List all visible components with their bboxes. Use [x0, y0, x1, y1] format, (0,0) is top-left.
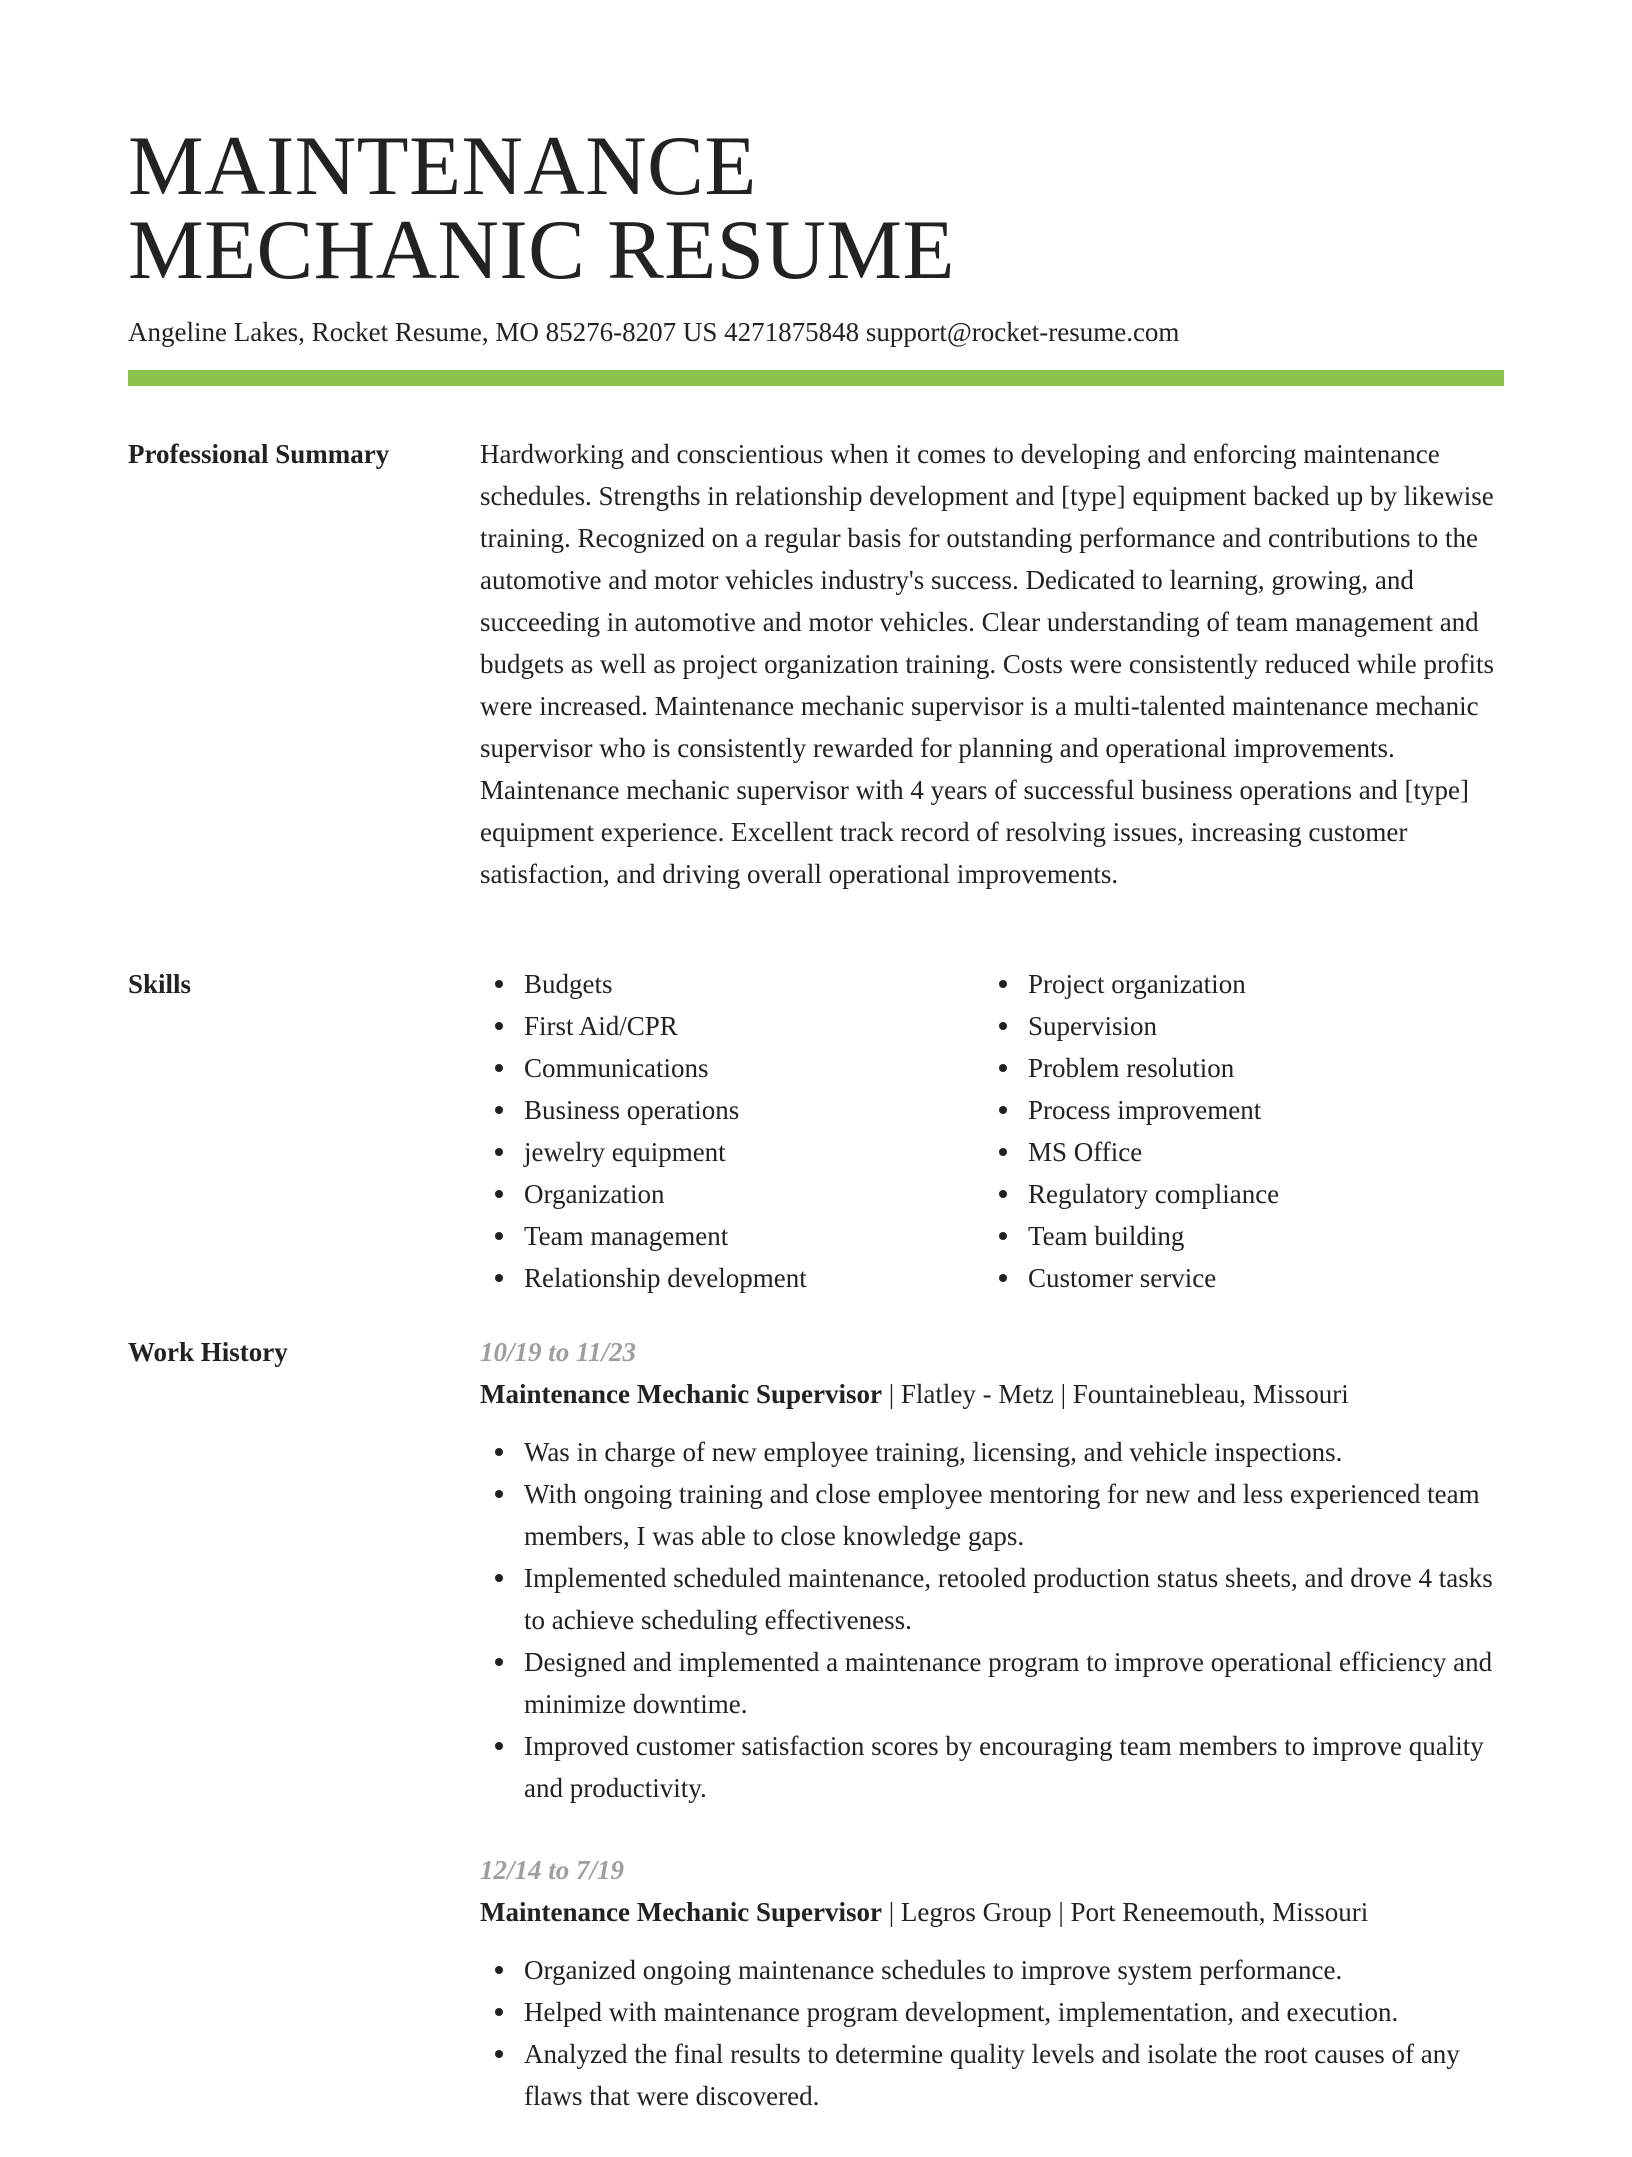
- skill-item: Supervision: [984, 1005, 1488, 1047]
- skill-item: Process improvement: [984, 1089, 1488, 1131]
- accent-divider: [128, 370, 1504, 386]
- summary-body: [480, 433, 1504, 895]
- skills-heading: Skills: [128, 969, 192, 999]
- job-heading: [480, 1891, 1504, 1933]
- skill-item: Team management: [480, 1215, 984, 1257]
- job-company-location: | Flatley - Metz | Fountainebleau, Missouri: [881, 1379, 1349, 1409]
- job-duty: Organized ongoing maintenance schedules to improve system performance.: [480, 1949, 1504, 1991]
- contact-info: Angeline Lakes, Rocket Resume, MO 85276-8207 US 4271875848 support@rocket-resume.com: [128, 317, 1180, 347]
- skill-item: MS Office: [984, 1131, 1488, 1173]
- skill-item: First Aid/CPR: [480, 1005, 984, 1047]
- job-duties: [480, 1949, 1504, 2117]
- skills-list-right: [984, 963, 1488, 1299]
- skill-item: Organization: [480, 1173, 984, 1215]
- skill-item: Customer service: [984, 1257, 1488, 1299]
- skill-item: Regulatory compliance: [984, 1173, 1488, 1215]
- skill-item: jewelry equipment: [480, 1131, 984, 1173]
- job-title: Maintenance Mechanic Supervisor: [480, 1897, 882, 1927]
- job-duty: Was in charge of new employee training, licensing, and vehicle inspections.: [480, 1431, 1504, 1473]
- job-heading: [480, 1373, 1504, 1415]
- skill-item: Project organization: [984, 963, 1488, 1005]
- summary-heading: Professional Summary: [128, 439, 390, 469]
- skills-list-left: [480, 963, 984, 1299]
- summary-text: Hardworking and conscientious when it comes to developing and enforcing maintenance schedules. Strengths in relationship development and [type] equipment backed up by likewise training. Recognized on a regular basis for outstanding performance and contributions to the automotive and motor vehicles industry's success. Dedicated to learning, growing, and succeeding in automotive and motor vehicles. Clear understanding of team management and budgets as well as project organization training. Costs were consistently reduced while profits were increased. Maintenance mechanic supervisor is a multi-talented maintenance mechanic supervisor who is consistently rewarded for planning and operational improvements. Maintenance mechanic supervisor with 4 years of successful business operations and [type] equipment experience. Excellent track record of resolving issues, increasing customer satisfaction, and driving overall operational improvements.: [480, 439, 1495, 889]
- resume-title: [128, 119, 955, 297]
- job-company-location: | Legros Group | Port Reneemouth, Missouri: [881, 1897, 1369, 1927]
- skill-item: Communications: [480, 1047, 984, 1089]
- job-dates: 12/14 to 7/19: [480, 1855, 625, 1885]
- job-duty: Helped with maintenance program development, implementation, and execution.: [480, 1991, 1504, 2033]
- job-duty: Analyzed the final results to determine quality levels and isolate the root causes of any flaws that were discovered.: [480, 2033, 1504, 2117]
- title-line-2: MECHANIC RESUME: [128, 203, 955, 297]
- title-line-1: MAINTENANCE: [128, 119, 757, 213]
- job-entry: [480, 1849, 1504, 2117]
- skills-columns: [480, 963, 1504, 1299]
- skill-item: Budgets: [480, 963, 984, 1005]
- work-history-body: [480, 1331, 1504, 2157]
- job-duty: Designed and implemented a maintenance program to improve operational efficiency and minimize downtime.: [480, 1641, 1504, 1725]
- job-dates: 10/19 to 11/23: [480, 1337, 637, 1367]
- skill-item: Relationship development: [480, 1257, 984, 1299]
- skills-body: [480, 963, 1504, 1299]
- job-title: Maintenance Mechanic Supervisor: [480, 1379, 882, 1409]
- job-duties: [480, 1431, 1504, 1809]
- skill-item: Business operations: [480, 1089, 984, 1131]
- job-duty: Implemented scheduled maintenance, retooled production status sheets, and drove 4 tasks to achieve scheduling effectiveness.: [480, 1557, 1504, 1641]
- job-entry: [480, 1331, 1504, 1809]
- skill-item: Problem resolution: [984, 1047, 1488, 1089]
- job-duty: Improved customer satisfaction scores by encouraging team members to improve quality and productivity.: [480, 1725, 1504, 1809]
- job-duty: With ongoing training and close employee mentoring for new and less experienced team members, I was able to close knowledge gaps.: [480, 1473, 1504, 1557]
- work-history-heading: Work History: [128, 1337, 288, 1367]
- skill-item: Team building: [984, 1215, 1488, 1257]
